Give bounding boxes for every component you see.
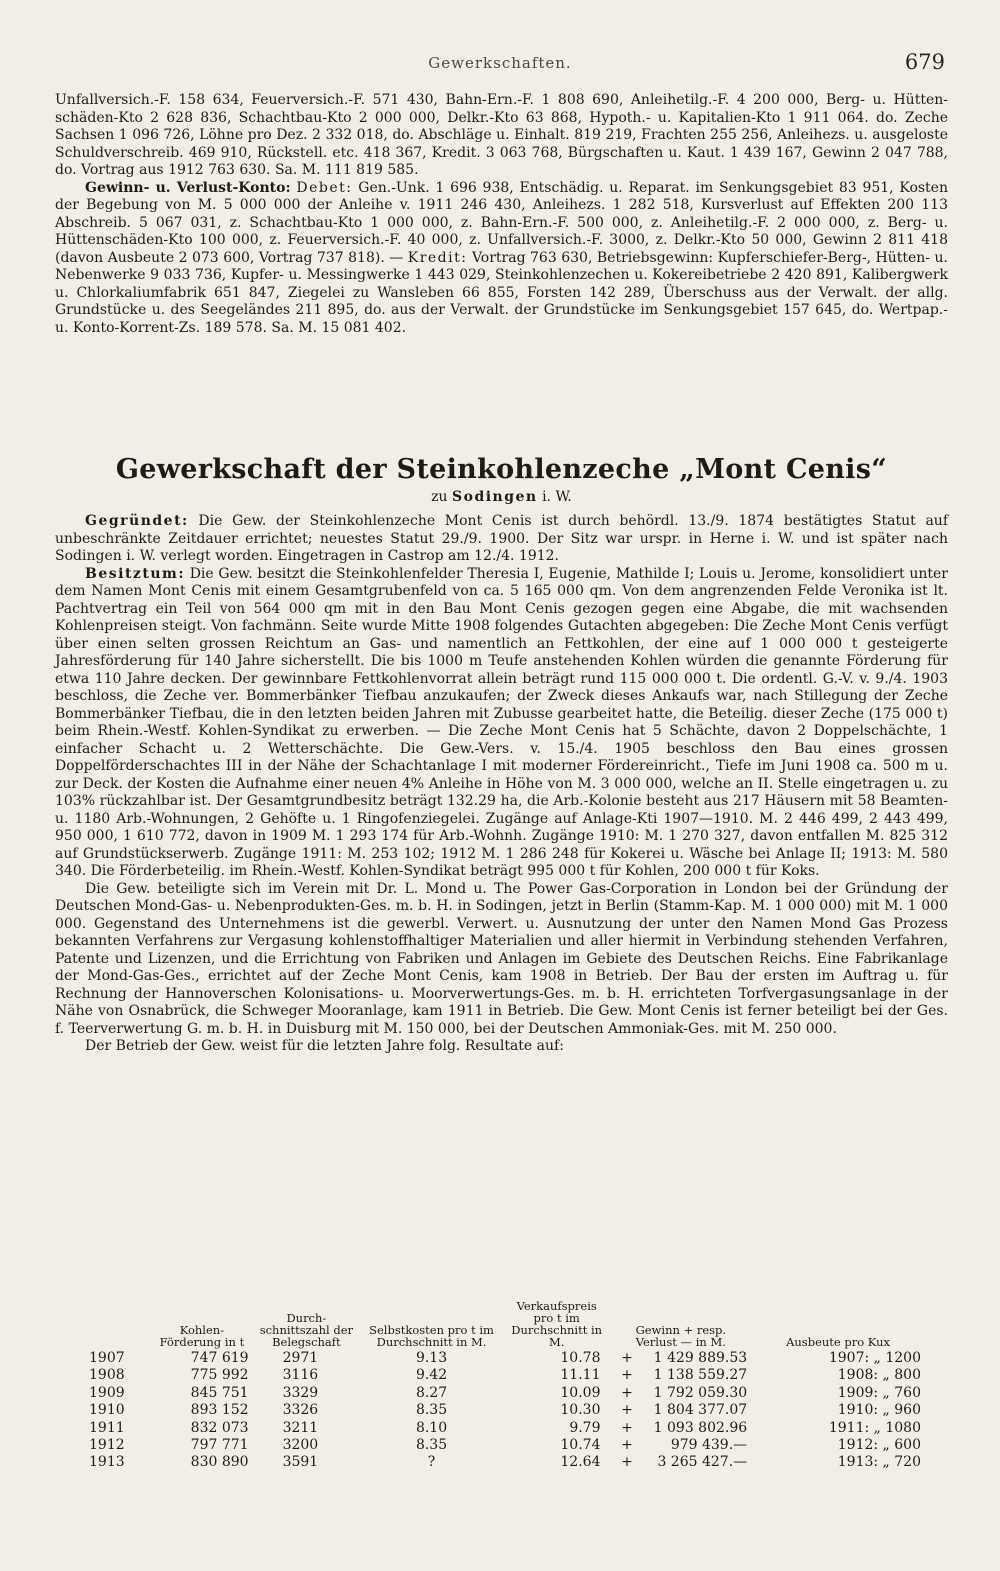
- founded-label: Gegründet:: [85, 513, 189, 529]
- cell-cost: 9.13: [415, 1350, 448, 1366]
- running-title: Gewerkschaften.: [428, 54, 572, 72]
- founded-text: Die Gew. der Steinkohlenzeche Mont Cenis ist durch behördl. 13./9. 1874 bestätigtes Statut auf unbeschränkte Zeitdauer errichtet; neuestes Statut 29./9. 1900. Der Sitz war urspr. in Herne i. W. und ist später nach Sodingen i. W. verlegt worden. Eingetragen in Castrop am 12./4. 1912.: [55, 513, 948, 564]
- cell-price: 10.09: [560, 1384, 601, 1401]
- cell-gain: 1 792 059.30: [653, 1384, 748, 1401]
- cell-year: 1911: [89, 1419, 125, 1436]
- cell-gain: 1 093 802.96: [653, 1419, 748, 1436]
- cell-yield: 1912: „ 600: [837, 1437, 921, 1454]
- cell-year: 1910: [89, 1402, 125, 1419]
- cell-price: 10.30: [560, 1402, 601, 1419]
- table-row: [85, 1350, 925, 1367]
- cell-yield: 1909: „ 760: [837, 1384, 921, 1401]
- cell-production: 832 073: [190, 1419, 249, 1436]
- cell-yield: 1908: „ 800: [837, 1367, 921, 1384]
- cell-year: 1913: [89, 1454, 125, 1471]
- cell-price: 10.74: [560, 1437, 601, 1454]
- property-text: Die Gew. besitzt die Steinkohlenfelder Theresia I, Eugenie, Mathilde I; Louis u. Jerome, konsolidiert unter dem Namen Mont Cenis mit einem Gesamtgrubenfeld von ca. 5 165 000 qm. Von dem angrenzenden Felde Veronika ist lt. Pachtvertrag ein Teil von 564 000 qm mit in den Bau Mont Cenis gezogen gegen eine Abgabe, die mit wachsenden Kohlenpreisen steigt. Von fachmänn. Seite wurde Mitte 1908 folgendes Gutachten abgegeben: Die Zeche Mont Cenis verfügt über einen selten grossen Reichtum an Gas- und namentlich an Fettkohlen, der eine auf 1 000 000 t gesteigerte Jahresförderung für 140 Jahre sicherstellt. Die bis 1000 m Teufe anstehenden Kohlen würden die genannte Förderung für etwa 110 Jahre decken. Der gewinnbare Fettkohlenvorrat allein beträgt rund 115 000 000 t. Die ordentl. G.-V. v. 9./4. 1903 beschloss, die Zeche ver. Bommerbänker Tiefbau anzukaufen; der Zweck dieses Ankaufs war, nach Stillegung der Zeche Bommerbänker Tiefbau, die in den letzten beiden Jahren mit Zubusse gearbeitet hatte, die Beteilig. dieser Zeche (175 000 t) beim Rhein.-Westf. Kohlen-Syndikat zu erwerben. — Die Zeche Mont Cenis hat 5 Schächte, davon 2 Doppelschächte, 1 einfacher Schacht u. 2 Wetterschächte. Die Gew.-Vers. v. 15./4. 1905 beschloss den Bau eines grossen Doppelförderschachtes III in der Nähe der Schachtanlage I mit moderner Fördereinricht., Tiefe im Juni 1908 ca. 500 m u. zur Deck. der Kosten die Aufnahme einer neuen 4% Anleihe in Höhe von M. 3 000 000, welche an II. Stelle eingetragen u. zu 103% rückzahlbar ist. Der Gesamtgrundbesitz beträgt 132.29 ha, die Arb.-Kolonie besteht aus 217 Häusern mit 58 Beamten- u. 1180 Arb.-Wohnungen, 2 Gehöfte u. 1 Ringofenziegelei. Zugänge auf Anlage-Kti 1907—1910. M. 2 446 499, 2 443 499, 950 000, 1 610 772, davon in 1909 M. 1 293 174 für Arb.-Wohnh. Zugänge 1910: M. 1 270 327, davon entfallen M. 825 312 auf Grundstückserwerb. Zugänge 1911: M. 253 102; 1912 M. 1 286 248 für Kokerei u. Wäsche bei Anlage II; 1913: M. 580 340. Die Förderbeteilig. im Rhein.-Westf. Kohlen-Syndikat beträgt 995 000 t für Kohlen, 200 000 t für Koks.: [55, 565, 948, 879]
- running-header: [0, 50, 1000, 76]
- header-production: Kohlen-Förderung in t: [159, 1323, 245, 1349]
- cell-cost: 9.42: [415, 1367, 448, 1384]
- cell-gain: 3 265 427.—: [657, 1454, 748, 1471]
- cell-gain: 1 429 889.53: [653, 1350, 748, 1366]
- cell-year: 1907: [89, 1350, 125, 1366]
- header-yield: Ausbeute pro Kux: [786, 1335, 891, 1349]
- cell-production: 775 992: [190, 1367, 249, 1384]
- cell-sign: +: [621, 1367, 633, 1384]
- location-suffix: i. W.: [542, 489, 572, 505]
- cell-year: 1909: [89, 1384, 125, 1401]
- kredit-label: Kredit:: [407, 249, 468, 266]
- cell-gain: 979 439.—: [670, 1437, 748, 1454]
- table-row: [85, 1385, 925, 1402]
- cell-production: 830 890: [190, 1454, 249, 1471]
- cell-staff: 3329: [282, 1384, 319, 1401]
- header-cost: Selbstkosten pro t im Durchschnitt in M.: [369, 1323, 494, 1349]
- cell-sign: +: [621, 1402, 633, 1419]
- results-header-row: [85, 1300, 925, 1350]
- table-row: [85, 1367, 925, 1384]
- cell-yield: 1907: „ 1200: [828, 1350, 921, 1366]
- cell-sign: +: [621, 1454, 633, 1471]
- participation-paragraph: Die Gew. beteiligte sich im Verein mit Dr. L. Mond u. The Power Gas-Corporation in London bei der Gründung der Deutschen Mond-Gas- u. Nebenprodukten-Ges. m. b. H. in Sodingen, jetzt in Berlin (Stamm-Kap. M. 1 000 000) mit M. 1 000 000. Gegenstand des Unternehmens ist die gewerbl. Verwert. u. Ausnutzung der unter den Namen Mond Gas Prozess bekannten Verfahrens zur Vergasung kohlenstoffhaltiger Materialien und aller hiermit in Verbindung stehenden Verfahren, Patente und Lizenzen, und die Errichtung von Fabriken und Anlagen im Gebiete des Deutschen Reichs. Eine Fabrikanlage der Mond-Gas-Ges., errichtet auf der Zeche Mont Cenis, kam 1908 in Betrieb. Der Bau der ersten im Auftrag u. für Rechnung der Hannoverschen Kolonisations- u. Moorverwertungs-Ges. m. b. H. errichteten Torfvergasungsanlage in der Nähe von Osnabrück, die Schweger Mooranlage, kam 1911 in Betrieb. Die Gew. Mont Cenis ist ferner beteiligt bei der Ges. f. Teerverwertung G. m. b. H. in Duisburg mit M. 150 000, bei der Deutschen Ammoniak-Ges. mit M. 250 000.: [55, 880, 948, 1037]
- header-year: [85, 1300, 151, 1350]
- cell-staff: 3211: [282, 1419, 319, 1436]
- cell-production: 747 619: [190, 1350, 249, 1366]
- cell-cost: 8.27: [415, 1384, 448, 1401]
- location-prefix: zu: [431, 489, 448, 505]
- location-city: Sodingen: [452, 489, 538, 505]
- cell-cost: 8.35: [415, 1437, 448, 1454]
- cell-staff: 3200: [282, 1437, 319, 1454]
- company-heading: Gewerkschaft der Steinkohlenzeche „Mont Cenis“: [115, 454, 888, 485]
- table-row: [85, 1437, 925, 1454]
- cell-cost: 8.35: [415, 1402, 448, 1419]
- table-row: [85, 1454, 925, 1471]
- cell-cost: ?: [427, 1454, 436, 1471]
- cell-price: 12.64: [560, 1454, 601, 1471]
- kredit-text: Vortrag 763 630, Betriebsgewinn: Kupferschiefer-Berg-, Hütten- u. Nebenwerke 9 033 736, Kupfer- u. Messingwerke 1 443 029, Steinkohlenzechen u. Kokereibetriebe 2 420 891, Kalibergwerk u. Chlorkaliumfabrik 651 847, Ziegelei zu Wansleben 66 855, Forsten 142 289, Überschuss aus der Verwalt. der allg. Grundstücke u. des Seegeländes 211 895, do. aus der Verwalt. der Grundstücke im Senkungsgebiet 157 645, do. Wertpap.- u. Konto-Korrent-Zs. 189 578. Sa. M. 15 081 402.: [55, 249, 948, 336]
- profit-loss-label: Gewinn- u. Verlust-Konto:: [85, 179, 291, 196]
- debet-label: Debet:: [296, 179, 353, 196]
- cell-sign: +: [621, 1419, 633, 1436]
- cell-price: 11.11: [560, 1367, 601, 1384]
- cell-price: 10.78: [560, 1350, 601, 1366]
- header-staff: Durch-schnittszahl der Belegschaft: [259, 1311, 354, 1349]
- company-entry-text: [55, 513, 948, 1056]
- cell-gain: 1 138 559.27: [653, 1367, 748, 1384]
- property-label: Besitztum:: [85, 565, 185, 582]
- cell-cost: 8.10: [415, 1419, 448, 1436]
- table-row: [85, 1420, 925, 1437]
- page-number: 679: [904, 50, 945, 74]
- cell-sign: +: [621, 1350, 633, 1366]
- results-body: [85, 1350, 925, 1472]
- cell-gain: 1 804 377.07: [653, 1402, 748, 1419]
- header-gain: Gewinn + resp. Verlust — in M.: [635, 1323, 727, 1349]
- balance-continuation: Unfallversich.-F. 158 634, Feuerversich.-F. 571 430, Bahn-Ern.-F. 1 808 690, Anleihetilg.-F. 4 200 000, Berg- u. Hüttenschäden-Kto 2 628 836, Schachtbau-Kto 2 000 000, Delkr.-Kto 63 868, Hypoth.- u. Kapitalien-Kto 1 911 064. do. Zeche Sachsen 1 096 726, Löhne pro Dez. 2 332 018, do. Abschläge u. Einhalt. 819 219, Frachten 255 256, Anleihezs. u. ausgeloste Schuldverschreib. 469 910, Rückstell. etc. 418 367, Kredit. 3 063 768, Bürgschaften u. Kaut. 1 439 167, Gewinn 2 047 788, do. Vortrag aus 1912 763 630. Sa. M. 111 819 585.: [55, 92, 948, 178]
- cell-production: 893 152: [190, 1402, 249, 1419]
- company-location: [55, 489, 948, 505]
- cell-staff: 2971: [282, 1350, 319, 1366]
- debet-text: Gen.-Unk. 1 696 938, Entschädig. u. Reparat. im Senkungsgebiet 83 951, Kosten der Begebung von M. 5 000 000 der Anleihe v. 1911 246 430, Anleihezs. 1 282 518, Kursverlust auf Effekten 200 113 Abschreib. 5 067 031, z. Schachtbau-Kto 1 000 000, z. Bahn-Ern.-F. 500 000, z. Anleihetilg.-F. 2 000 000, z. Berg- u. Hüttenschäden-Kto 100 000, z. Feuerversich.-F. 40 000, z. Unfallversich.-F. 3000, z. Delkr.-Kto 50 000, Gewinn 2 811 418 (davon Ausbeute 2 073 600, Vortrag 737 818). —: [55, 179, 948, 266]
- cell-staff: 3326: [282, 1402, 319, 1419]
- results-table: [85, 1300, 925, 1472]
- cell-staff: 3116: [282, 1367, 319, 1384]
- table-row: [85, 1402, 925, 1419]
- cell-sign: +: [621, 1384, 633, 1401]
- profit-loss-account: [55, 180, 948, 338]
- cell-year: 1908: [89, 1367, 125, 1384]
- previous-entry-text: [55, 92, 948, 337]
- cell-sign: +: [621, 1437, 633, 1454]
- property-paragraph: [55, 566, 948, 881]
- cell-yield: 1913: „ 720: [837, 1454, 921, 1471]
- results-intro: Der Betrieb der Gew. weist für die letzten Jahre folg. Resultate auf:: [85, 1038, 564, 1054]
- cell-production: 845 751: [190, 1384, 249, 1401]
- cell-yield: 1911: „ 1080: [828, 1419, 921, 1436]
- header-price: Verkaufspreis pro t im Durchschnitt in M.: [511, 1299, 603, 1349]
- founded-paragraph: [55, 513, 948, 566]
- cell-year: 1912: [89, 1437, 125, 1454]
- cell-production: 797 771: [190, 1437, 249, 1454]
- cell-yield: 1910: „ 960: [837, 1402, 921, 1419]
- cell-price: 9.79: [569, 1419, 601, 1436]
- cell-staff: 3591: [282, 1454, 319, 1471]
